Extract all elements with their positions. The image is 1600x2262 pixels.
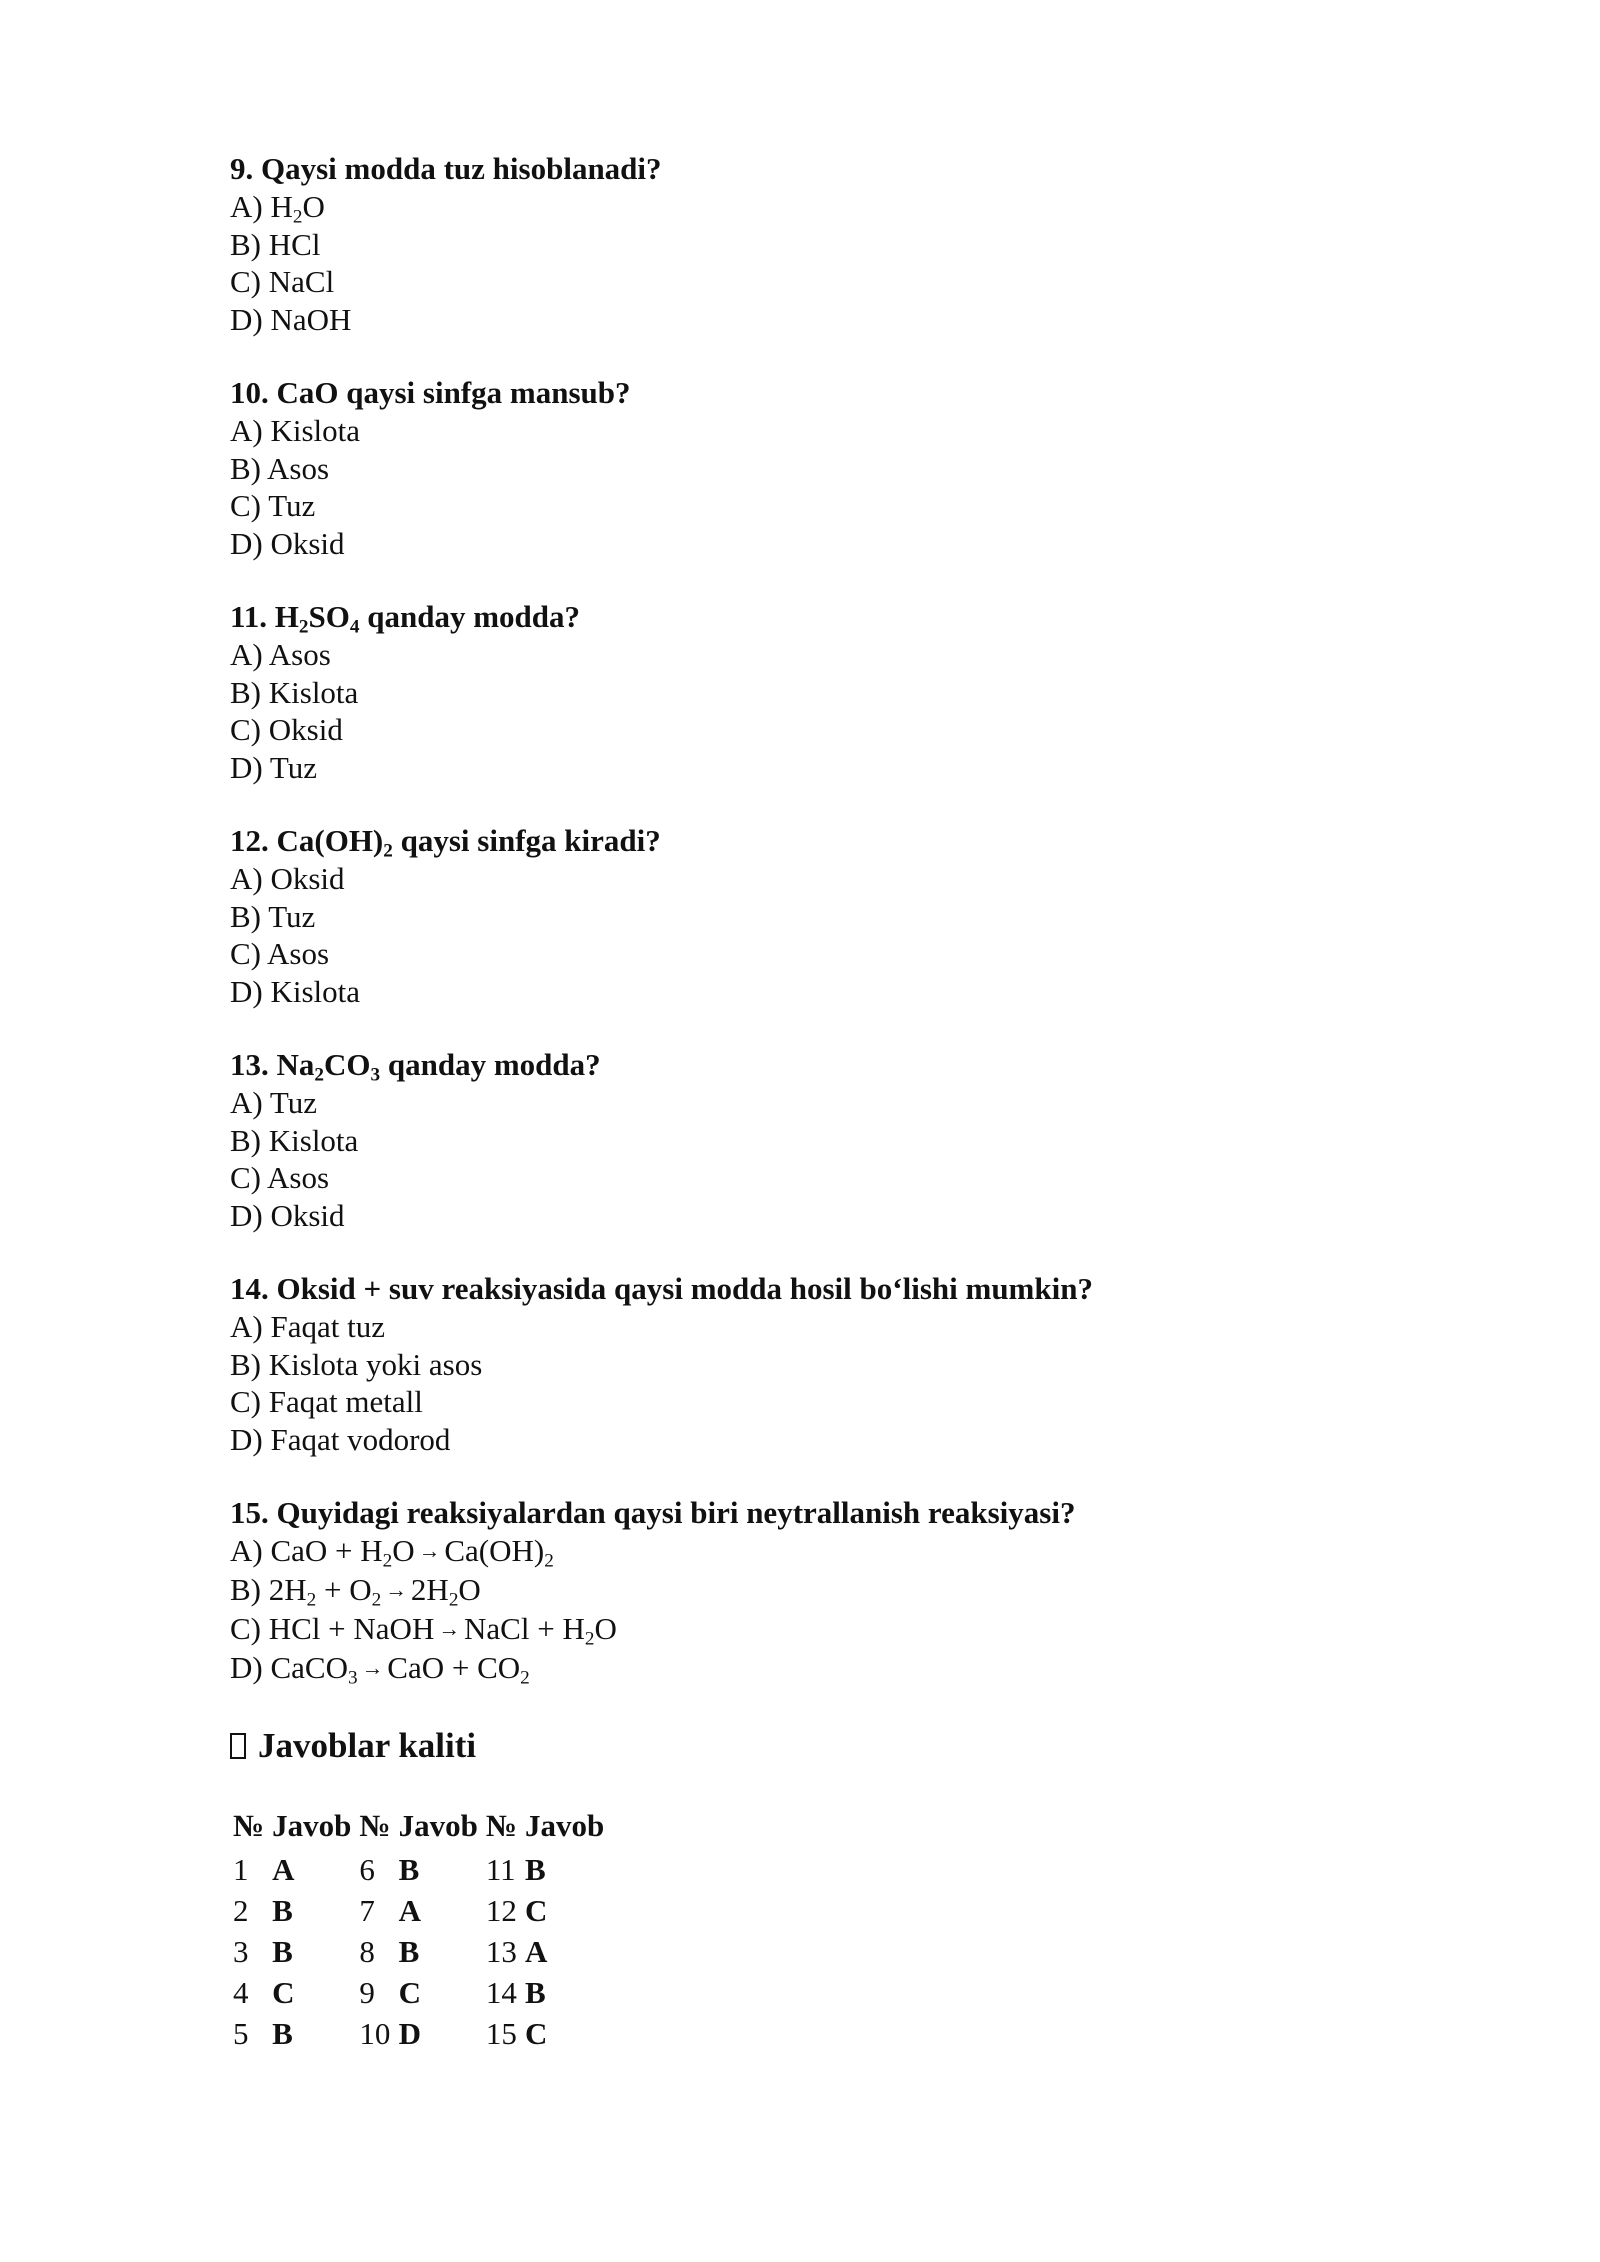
option-b: B) $2H_2 + O_2 \to 2H_2O$ (230, 1571, 481, 1611)
option-a: A) Kislota (230, 413, 361, 448)
question-15 (230, 1494, 1430, 1688)
question-13 (230, 1046, 1430, 1234)
answer-letter: B (398, 1933, 420, 1969)
question-title: 14. Oksid + suv reaksiyasida qaysi modda hosil bo‘lishi mumkin? (230, 1271, 1093, 1306)
question-number: 8 (359, 1933, 375, 1969)
question-number: 12 (485, 1892, 517, 1928)
option-c: C) Oksid (230, 712, 343, 747)
table-header-row (230, 1808, 609, 1852)
answer-letter: C (524, 1892, 548, 1928)
answer-letter: D (398, 2015, 421, 2051)
option-d: D) Oksid (230, 1197, 345, 1233)
question-11 (230, 598, 1430, 786)
option-d: D) Oksid (230, 525, 345, 561)
question-number: 1 (233, 1851, 249, 1887)
question-number: 6 (359, 1851, 375, 1887)
option-c: C) NaCl (230, 264, 335, 299)
answer-letter: A (524, 1933, 548, 1969)
question-title: 11. $H_2SO_4$ qanday modda? (230, 599, 581, 638)
option-a: A) $H_2O$ (230, 189, 325, 228)
question-title: 12. $Ca(OH)_2$ qaysi sinfga kiradi? (230, 823, 661, 862)
reaction-arrow-icon: → (418, 1539, 441, 1564)
question-number: 13 (485, 1933, 517, 1969)
answer-letter: B (398, 1851, 420, 1887)
option-d: D) Kislota (230, 973, 361, 1009)
answer-letter: C (398, 1974, 421, 2010)
answer-letter: A (272, 1851, 295, 1887)
option-a: A) Tuz (230, 1085, 318, 1120)
option-d: D) Faqat vodorod (230, 1421, 451, 1457)
question-number: 5 (233, 2015, 249, 2051)
option-c: C) Asos (230, 936, 330, 971)
option-b: B) Kislota (230, 1122, 359, 1158)
question-number: 4 (233, 1974, 249, 2010)
question-10 (230, 374, 1430, 562)
option-c: C) Asos (230, 1160, 330, 1195)
column-header-number: № (233, 1807, 265, 1843)
option-b: B) Tuz (230, 898, 316, 934)
question-9 (230, 150, 1430, 338)
answer-letter: B (272, 1892, 293, 1928)
table-row (230, 1852, 609, 1893)
column-header-number: № (485, 1807, 517, 1843)
table-row (230, 1893, 609, 1934)
question-number: 15 (485, 2015, 517, 2051)
table-row (230, 2016, 609, 2057)
question-title: 9. Qaysi modda tuz hisoblanadi? (230, 151, 662, 186)
column-header-number: № (359, 1807, 391, 1843)
option-b: B) Asos (230, 450, 330, 486)
reaction-arrow-icon: → (361, 1656, 384, 1681)
column-header-answer: Javob (524, 1807, 605, 1843)
column-header-answer: Javob (272, 1807, 352, 1843)
question-title: 10. CaO qaysi sinfga mansub? (230, 375, 631, 410)
option-c: C) Tuz (230, 488, 316, 523)
answer-letter: B (524, 1974, 546, 2010)
answer-letter: C (524, 2015, 548, 2051)
answer-key-table (230, 1808, 609, 2057)
option-a: A) Oksid (230, 861, 345, 896)
answer-letter: B (272, 1933, 293, 1969)
option-b: B) Kislota yoki asos (230, 1346, 483, 1382)
option-d: D) Tuz (230, 749, 318, 785)
option-b: B) Kislota (230, 674, 359, 710)
question-12 (230, 822, 1430, 1010)
reaction-arrow-icon: → (385, 1578, 407, 1603)
question-number: 9 (359, 1974, 375, 2010)
column-header-answer: Javob (398, 1807, 478, 1843)
answer-letter: C (272, 1974, 295, 2010)
quiz-document (230, 150, 1430, 2057)
question-number: 14 (485, 1974, 517, 2010)
option-d: D) NaOH (230, 301, 352, 337)
option-d: D) CaCO$_3$ → CaO + $CO_2$ (230, 1649, 530, 1689)
question-14 (230, 1270, 1430, 1458)
option-a: A) Asos (230, 637, 331, 672)
answer-key-heading: Javoblar kaliti (230, 1724, 1430, 1768)
question-number: 10 (359, 2015, 391, 2051)
option-c: C) Faqat metall (230, 1384, 423, 1419)
option-a: A) Faqat tuz (230, 1309, 385, 1344)
question-title: 13. $Na_2CO_3$ qanday modda? (230, 1047, 601, 1086)
option-c: C) HCl + NaOH → NaCl + $H_2O$ (230, 1610, 617, 1650)
missing-glyph-icon (230, 1733, 246, 1759)
question-number: 3 (233, 1933, 249, 1969)
answer-letter: B (272, 2015, 293, 2051)
reaction-arrow-icon: → (438, 1617, 461, 1642)
table-row (230, 1975, 609, 2016)
question-number: 2 (233, 1892, 249, 1928)
option-b: B) HCl (230, 226, 321, 262)
answer-letter: A (398, 1892, 421, 1928)
question-title: 15. Quyidagi reaksiyalardan qaysi biri neytrallanish reaksiyasi? (230, 1495, 1076, 1530)
table-row (230, 1934, 609, 1975)
option-a: A) CaO + $H_2O \to Ca(OH)_2$ (230, 1533, 554, 1572)
question-number: 11 (485, 1851, 516, 1887)
question-number: 7 (359, 1892, 375, 1928)
answer-letter: B (524, 1851, 546, 1887)
